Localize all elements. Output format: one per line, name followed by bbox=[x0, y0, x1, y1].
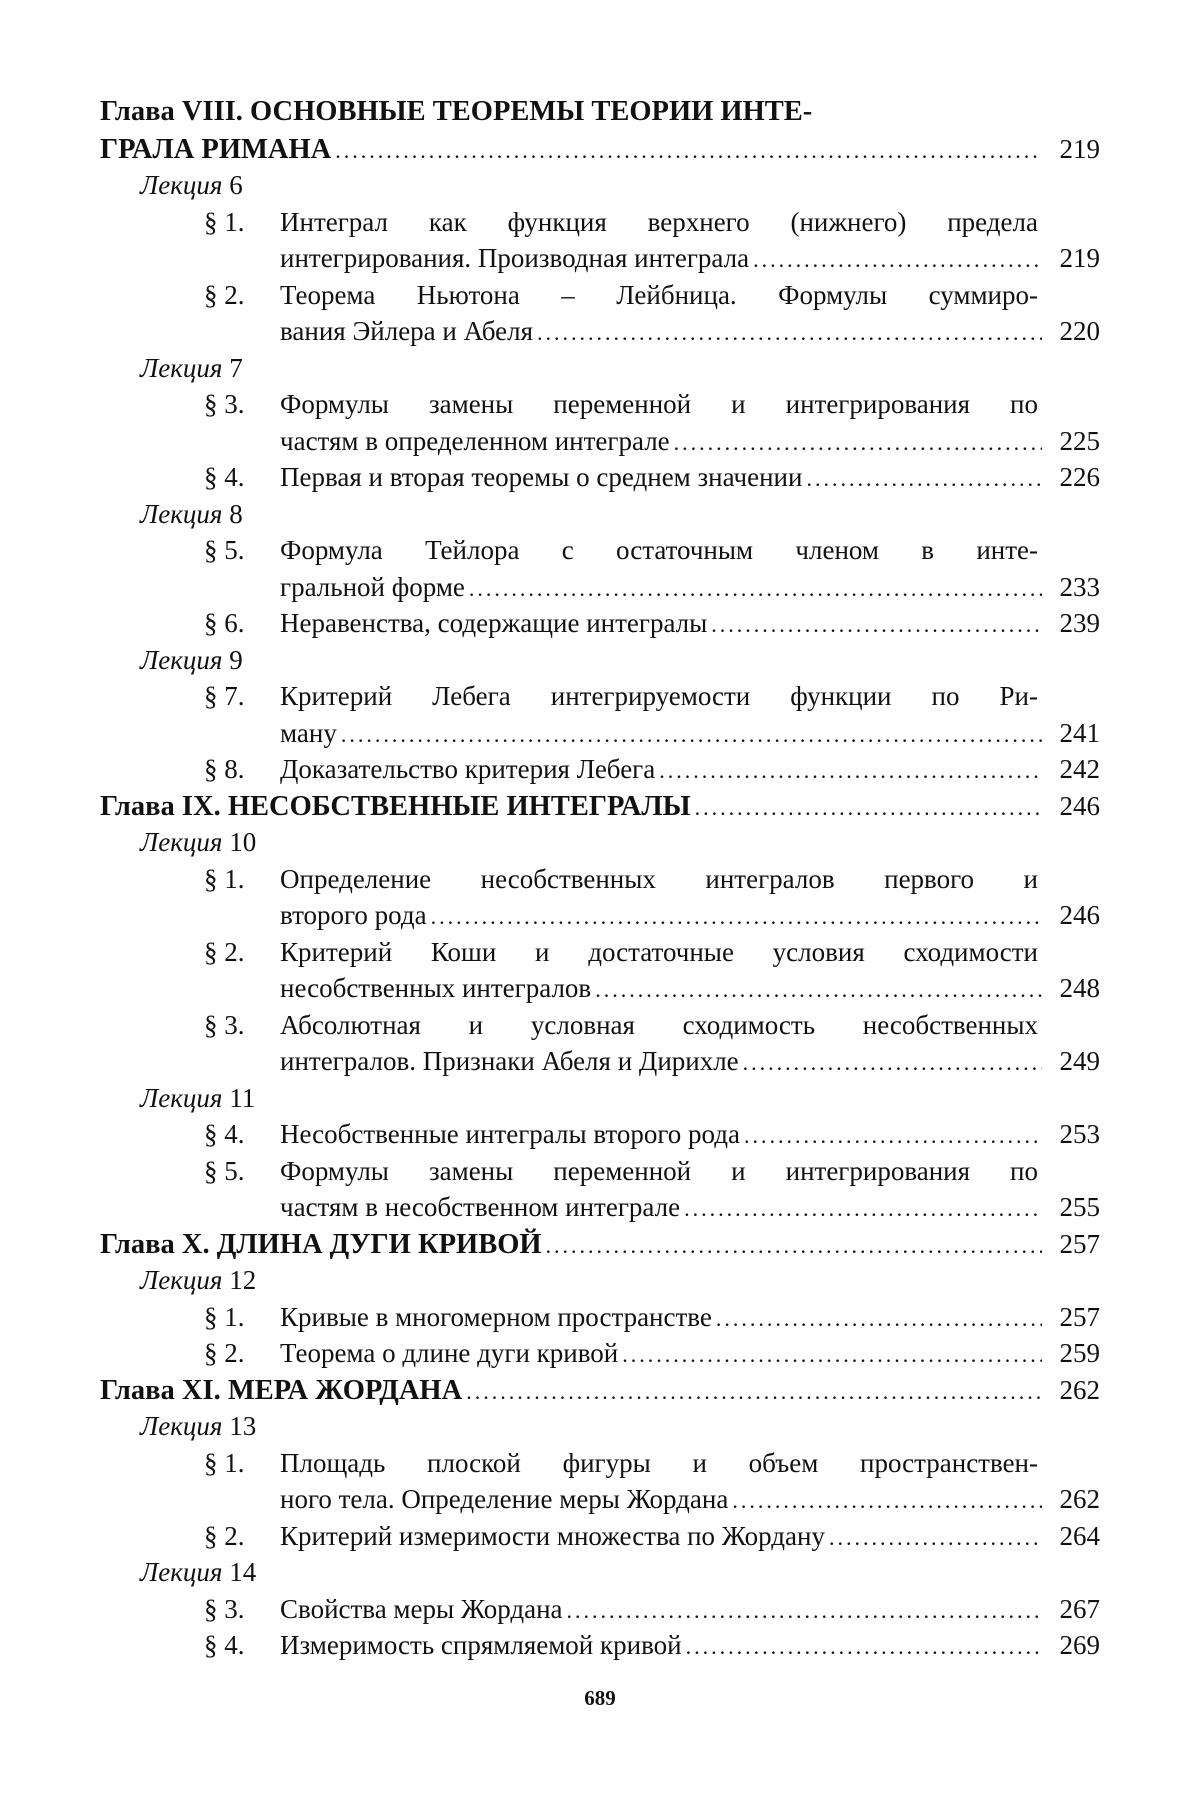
toc-entry-title: Критерий измеримости множества по Жордану bbox=[280, 1520, 825, 1551]
toc-entry-title: ГРАЛА РИМАНА bbox=[100, 133, 332, 165]
section-number: § 1. bbox=[204, 1447, 245, 1478]
toc-entry-title: Свойства меры Жордана bbox=[280, 1593, 563, 1624]
toc-section-entry-continued bbox=[100, 897, 1100, 934]
toc-entry-title: Теорема о длине дуги кривой bbox=[280, 1338, 619, 1368]
toc-page-number: 255 bbox=[1059, 1192, 1100, 1222]
toc-page-number: 219 bbox=[1059, 243, 1100, 273]
lecture-number: 6 bbox=[229, 170, 243, 200]
toc-leader-line bbox=[280, 569, 1100, 608]
toc-page-number: 233 bbox=[1059, 571, 1100, 602]
toc-section-entry bbox=[100, 1335, 1100, 1372]
toc-section-entry bbox=[100, 1627, 1100, 1664]
toc-entry-title: Неравенства, содержащие интегралы bbox=[280, 608, 708, 638]
toc-leader-line bbox=[280, 459, 1100, 498]
toc-page-number: 259 bbox=[1059, 1338, 1100, 1368]
toc-entry-title: Глава VIII. ОСНОВНЫЕ ТЕОРЕМЫ ТЕОРИИ ИНТЕ- bbox=[100, 96, 813, 127]
toc-section-entry bbox=[100, 605, 1100, 642]
dot-leader bbox=[829, 1520, 1042, 1557]
toc-leader-line bbox=[280, 423, 1100, 462]
table-of-contents bbox=[100, 94, 1100, 1664]
toc-page-number: 219 bbox=[1059, 133, 1100, 164]
lecture-heading bbox=[100, 496, 1100, 533]
toc-leader-line bbox=[280, 897, 1100, 936]
chapter-title: МЕРА ЖОРДАНА bbox=[227, 1374, 463, 1406]
toc-leader-line bbox=[280, 715, 1100, 754]
lecture-number: 9 bbox=[229, 644, 243, 675]
toc-page-number: 242 bbox=[1059, 754, 1100, 784]
dot-leader bbox=[686, 1629, 1042, 1666]
section-number: § 4. bbox=[204, 1630, 245, 1660]
lecture-heading bbox=[100, 1262, 1100, 1299]
lecture-label: Лекция bbox=[140, 498, 223, 529]
section-number: § 3. bbox=[204, 1593, 245, 1624]
lecture-label: Лекция bbox=[140, 1557, 223, 1587]
toc-chapter-entry bbox=[100, 788, 1100, 825]
toc-section-entry bbox=[100, 934, 1100, 971]
dot-leader bbox=[732, 1483, 1042, 1520]
chapter-title: НЕСОБСТВЕННЫЕ ИНТЕГРАЛЫ bbox=[227, 790, 691, 822]
lecture-label: Лекция bbox=[140, 1082, 223, 1113]
toc-section-entry bbox=[100, 678, 1100, 715]
toc-page-number: 257 bbox=[1059, 1301, 1100, 1332]
toc-leader-line bbox=[280, 313, 1100, 352]
toc-chapter-heading-continued bbox=[100, 131, 1100, 168]
toc-leader-line bbox=[100, 131, 1100, 170]
lecture-number: 14 bbox=[229, 1557, 257, 1587]
dot-leader bbox=[466, 1374, 1042, 1411]
toc-page-number: 253 bbox=[1059, 1119, 1100, 1149]
dot-leader bbox=[753, 242, 1042, 279]
toc-entry-title: Формулы замены переменной и интегрирования по bbox=[280, 389, 1038, 419]
toc-section-entry-continued bbox=[100, 1189, 1100, 1226]
dot-leader bbox=[659, 753, 1042, 790]
chapter-title: ДЛИНА ДУГИ КРИВОЙ bbox=[216, 1228, 542, 1260]
toc-section-entry bbox=[100, 861, 1100, 898]
toc-entry-title: Критерий Коши и достаточные условия сходимости bbox=[280, 936, 1038, 967]
toc-leader-line bbox=[100, 1226, 1100, 1265]
toc-entry-title: Интеграл как функция верхнего (нижнего) предела bbox=[280, 206, 1038, 237]
section-number: § 1. bbox=[204, 206, 245, 237]
toc-section-entry bbox=[100, 1116, 1100, 1153]
toc-section-entry-continued bbox=[100, 715, 1100, 752]
toc-page-number: 257 bbox=[1059, 1228, 1100, 1259]
toc-page-number: 241 bbox=[1059, 717, 1100, 748]
toc-leader-line bbox=[280, 1116, 1100, 1155]
toc-leader-line bbox=[280, 1335, 1100, 1374]
toc-leader-line bbox=[280, 1189, 1100, 1228]
dot-leader bbox=[716, 1301, 1042, 1338]
toc-entry-title: Несобственные интегралы второго рода bbox=[280, 1119, 740, 1149]
toc-entry-title: интегралов. Признаки Абеля и Дирихле bbox=[280, 1046, 739, 1076]
toc-entry-title: Доказательство критерия Лебега bbox=[280, 754, 656, 784]
section-number: § 2. bbox=[204, 1520, 245, 1551]
section-number: § 6. bbox=[204, 608, 245, 638]
toc-page-number: 262 bbox=[1059, 1374, 1100, 1405]
section-number: § 3. bbox=[204, 389, 245, 419]
toc-entry-title: вания Эйлера и Абеля bbox=[280, 316, 533, 346]
toc-leader-line bbox=[280, 1627, 1100, 1666]
toc-entry-title: Кривые в многомерном пространстве bbox=[280, 1301, 712, 1332]
dot-leader bbox=[546, 1228, 1042, 1265]
toc-leader-line bbox=[280, 1591, 1100, 1630]
dot-leader bbox=[431, 899, 1042, 936]
lecture-number: 10 bbox=[229, 827, 257, 857]
lecture-heading bbox=[100, 824, 1100, 861]
lecture-heading bbox=[100, 350, 1100, 387]
toc-section-entry-continued bbox=[100, 970, 1100, 1007]
toc-entry-title: интегрирования. Производная интеграла bbox=[280, 243, 750, 273]
toc-section-entry bbox=[100, 532, 1100, 569]
dot-leader bbox=[684, 1191, 1042, 1228]
lecture-number: 12 bbox=[229, 1265, 257, 1295]
toc-leader-line bbox=[280, 240, 1100, 279]
toc-leader-line bbox=[280, 1043, 1100, 1082]
dot-leader bbox=[335, 133, 1042, 170]
section-number: § 2. bbox=[204, 936, 245, 967]
section-number: § 4. bbox=[204, 1119, 245, 1149]
toc-entry-title: Формулы замены переменной и интегрирования по bbox=[280, 1155, 1038, 1186]
toc-entry-title: Формула Тейлора с остаточным членом в инте- bbox=[280, 535, 1038, 565]
lecture-label: Лекция bbox=[140, 827, 223, 857]
toc-leader-line bbox=[100, 788, 1100, 827]
lecture-number: 7 bbox=[229, 352, 243, 383]
toc-section-entry-continued bbox=[100, 423, 1100, 460]
toc-section-entry-continued bbox=[100, 313, 1100, 350]
toc-entry-title: несобственных интегралов bbox=[280, 973, 592, 1003]
toc-section-entry bbox=[100, 751, 1100, 788]
lecture-label: Лекция bbox=[140, 1265, 223, 1295]
lecture-label: Лекция bbox=[140, 352, 223, 383]
toc-entry-title: Измеримость спрямляемой кривой bbox=[280, 1630, 682, 1660]
toc-section-entry bbox=[100, 1518, 1100, 1555]
toc-section-entry-continued bbox=[100, 1043, 1100, 1080]
toc-page-number: 246 bbox=[1059, 900, 1100, 930]
chapter-label: Глава IX. bbox=[100, 790, 221, 822]
lecture-heading bbox=[100, 642, 1100, 679]
toc-entry-title bbox=[100, 1373, 462, 1410]
lecture-heading bbox=[100, 1554, 1100, 1591]
lecture-label: Лекция bbox=[140, 1411, 223, 1441]
lecture-heading bbox=[100, 167, 1100, 204]
toc-page-number: 249 bbox=[1059, 1046, 1100, 1076]
page-number: 689 bbox=[584, 1686, 616, 1710]
toc-section-entry bbox=[100, 1445, 1100, 1482]
toc-leader-line bbox=[280, 1481, 1100, 1520]
dot-leader bbox=[595, 972, 1042, 1009]
section-number: § 4. bbox=[204, 462, 245, 492]
section-number: § 1. bbox=[204, 1301, 245, 1332]
toc-entry-title: второго рода bbox=[280, 900, 427, 930]
toc-section-entry-continued bbox=[100, 569, 1100, 606]
dot-leader bbox=[806, 461, 1042, 498]
toc-section-entry bbox=[100, 204, 1100, 241]
toc-section-entry bbox=[100, 1007, 1100, 1044]
section-number: § 5. bbox=[204, 1155, 245, 1186]
lecture-number: 8 bbox=[229, 498, 243, 529]
toc-page-number: 267 bbox=[1059, 1593, 1100, 1624]
lecture-number: 13 bbox=[229, 1411, 257, 1441]
toc-page-number: 246 bbox=[1059, 790, 1100, 821]
toc-page-number: 264 bbox=[1059, 1520, 1100, 1551]
section-number: § 7. bbox=[204, 681, 245, 711]
toc-chapter-entry bbox=[100, 1226, 1100, 1263]
lecture-number: 11 bbox=[229, 1082, 256, 1113]
toc-entry-title: частям в определенном интеграле bbox=[280, 425, 670, 456]
toc-entry-title: ману bbox=[280, 717, 337, 748]
lecture-heading bbox=[100, 1080, 1100, 1117]
dot-leader bbox=[695, 790, 1042, 827]
toc-page-number: 225 bbox=[1059, 425, 1100, 456]
toc-leader-line bbox=[280, 1299, 1100, 1338]
toc-entry-title: Первая и вторая теоремы о среднем значении bbox=[280, 462, 803, 492]
toc-entry-title bbox=[100, 789, 691, 826]
dot-leader bbox=[674, 425, 1042, 462]
toc-section-entry bbox=[100, 277, 1100, 314]
lecture-heading bbox=[100, 1408, 1100, 1445]
toc-section-entry bbox=[100, 1591, 1100, 1628]
section-number: § 8. bbox=[204, 754, 245, 784]
toc-chapter-entry bbox=[100, 1372, 1100, 1409]
toc-chapter-heading bbox=[100, 94, 1100, 131]
toc-section-entry bbox=[100, 459, 1100, 496]
toc-section-entry bbox=[100, 1299, 1100, 1336]
dot-leader bbox=[567, 1593, 1042, 1630]
toc-entry-title: Критерий Лебега интегрируемости функции по Ри- bbox=[280, 681, 1038, 711]
section-number: § 5. bbox=[204, 535, 245, 565]
toc-page-number: 262 bbox=[1059, 1484, 1100, 1514]
section-number: § 2. bbox=[204, 279, 245, 310]
toc-entry-title: Определение несобственных интегралов первого и bbox=[280, 863, 1038, 894]
toc-section-entry-continued bbox=[100, 1481, 1100, 1518]
section-number: § 2. bbox=[204, 1338, 245, 1368]
dot-leader bbox=[622, 1337, 1042, 1374]
toc-entry-title: ного тела. Определение меры Жордана bbox=[280, 1484, 729, 1514]
toc-entry-title bbox=[100, 1227, 542, 1264]
section-number: § 3. bbox=[204, 1009, 245, 1040]
lecture-label: Лекция bbox=[140, 170, 223, 200]
toc-entry-title: Теорема Ньютона – Лейбница. Формулы суммиро- bbox=[280, 279, 1038, 310]
toc-entry-title: гральной форме bbox=[280, 571, 465, 602]
toc-page-number: 269 bbox=[1059, 1630, 1100, 1660]
chapter-label: Глава X. bbox=[100, 1228, 210, 1260]
dot-leader bbox=[711, 607, 1042, 644]
dot-leader bbox=[537, 315, 1042, 352]
toc-leader-line bbox=[280, 605, 1100, 644]
toc-page-number: 226 bbox=[1059, 462, 1100, 492]
toc-entry-title: Площадь плоской фигуры и объем пространствен- bbox=[280, 1447, 1038, 1478]
toc-entry-title: Абсолютная и условная сходимость несобственных bbox=[280, 1009, 1038, 1040]
toc-leader-line bbox=[280, 1518, 1100, 1557]
toc-leader-line bbox=[280, 751, 1100, 790]
toc-section-entry bbox=[100, 1153, 1100, 1190]
dot-leader bbox=[744, 1118, 1042, 1155]
toc-leader-line bbox=[100, 1372, 1100, 1411]
toc-section-entry-continued bbox=[100, 240, 1100, 277]
toc-page-number: 248 bbox=[1059, 973, 1100, 1003]
dot-leader bbox=[469, 571, 1042, 608]
dot-leader bbox=[341, 717, 1042, 754]
toc-page-number: 220 bbox=[1059, 316, 1100, 346]
toc-entry-title: частям в несобственном интеграле bbox=[280, 1192, 681, 1222]
toc-section-entry bbox=[100, 386, 1100, 423]
lecture-label: Лекция bbox=[140, 644, 223, 675]
section-number: § 1. bbox=[204, 863, 245, 894]
toc-leader-line bbox=[280, 970, 1100, 1009]
dot-leader bbox=[743, 1045, 1042, 1082]
chapter-label: Глава XI. bbox=[100, 1374, 221, 1406]
toc-page-number: 239 bbox=[1059, 608, 1100, 638]
